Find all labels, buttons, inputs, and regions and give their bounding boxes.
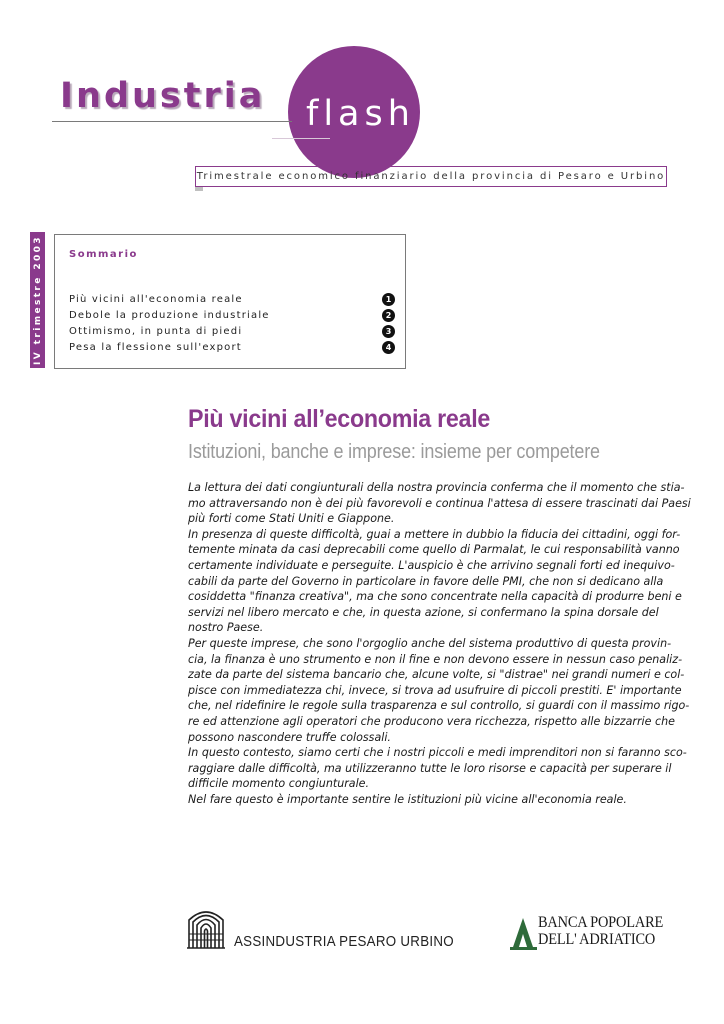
summary-item[interactable] bbox=[69, 339, 395, 355]
summary-box bbox=[54, 234, 406, 369]
article-body bbox=[188, 480, 691, 807]
assindustria-name: ASSINDUSTRIA PESARO URBINO bbox=[234, 934, 454, 950]
article-line: In presenza di queste difficoltà, guai a mettere in dubbio la fiducia dei cittadini, oggi for- bbox=[188, 527, 681, 541]
summary-item[interactable] bbox=[69, 323, 395, 339]
article-line: Per queste imprese, che sono l'orgoglio anche del sistema produttivo di questa provin- bbox=[188, 636, 672, 650]
summary-item-label: Ottimismo, in punta di piedi bbox=[69, 325, 243, 337]
issue-label: IV trimestre 2003 bbox=[32, 235, 43, 365]
article-line: zate da parte del sistema bancario che, alcune volte, si "distrae" nei grandi numeri e col- bbox=[188, 668, 685, 682]
masthead-rule bbox=[52, 121, 292, 122]
article-line: pisce con immediatezza chi, invece, si trova ad usufruire di piccoli prestiti. E' importante bbox=[188, 683, 682, 697]
article-line: più forti come Stati Uniti e Giappone. bbox=[188, 512, 395, 526]
tagline-box bbox=[195, 166, 667, 187]
article-line: La lettura dei dati congiunturali della nostra provincia conferma che il momento che stia- bbox=[188, 481, 685, 494]
tagline-accent bbox=[195, 187, 203, 191]
article-line: re ed attenzione agli operatori che producono vera ricchezza, rispetto alle bizzarrie che bbox=[188, 714, 675, 728]
article-line: difficile momento congiunturale. bbox=[188, 777, 370, 791]
summary-list bbox=[69, 291, 395, 355]
article-line: che, nel ridefinire le regole sulla trasparenza e sul controllo, si guardi con il massimo rigo- bbox=[188, 699, 690, 713]
summary-item-label: Pesa la flessione sull'export bbox=[69, 341, 242, 353]
article-subheadline: Istituzioni, banche e imprese: insieme per competere bbox=[188, 441, 600, 463]
assindustria-logo bbox=[183, 906, 454, 956]
summary-item-label: Debole la produzione industriale bbox=[69, 309, 270, 321]
page-number-badge: 2 bbox=[382, 309, 395, 322]
article-line: In questo contesto, siamo certi che i nostri piccoli e medi imprenditori non si faranno sco- bbox=[188, 746, 687, 760]
summary-item-label: Più vicini all'economia reale bbox=[69, 293, 243, 305]
summary-title: Sommario bbox=[69, 249, 138, 260]
article-line: possono nascondere truffe colossali. bbox=[188, 730, 391, 744]
banca-popolare-mark-icon bbox=[510, 914, 538, 952]
issue-tab bbox=[30, 232, 45, 368]
page-number-badge: 1 bbox=[382, 293, 395, 306]
page-number-badge: 4 bbox=[382, 341, 395, 354]
banca-name-line1: BANCA POPOLARE bbox=[538, 914, 664, 931]
article-headline: Più vicini all’economia reale bbox=[188, 405, 491, 433]
masthead-title: Industria bbox=[60, 76, 266, 116]
article-line: servizi nel libero mercato e che, in questa azione, si confermano la spina dorsale del bbox=[188, 605, 659, 619]
article-line: cia, la finanza è uno strumento e non il fine e non devono essere in nessun caso penaliz- bbox=[188, 652, 683, 666]
masthead-subtitle: flash bbox=[306, 94, 415, 134]
article-line: raggiare dalle difficoltà, ma utilizzeranno tutte le loro risorse e capacità per superare il bbox=[188, 761, 672, 775]
article-line: mo attraversando non è dei più favorevoli e continua l'attesa di essere trascinati dai Paesi bbox=[188, 496, 691, 510]
article-line: Nel fare questo è importante sentire le istituzioni più vicine all'economia reale. bbox=[188, 792, 627, 806]
article-line: nostro Paese. bbox=[188, 621, 264, 635]
summary-item[interactable] bbox=[69, 307, 395, 323]
banca-name-line2: DELL' ADRIATICO bbox=[538, 931, 656, 948]
tagline-text: Trimestrale economico finanziario della provincia di Pesaro e Urbino bbox=[196, 171, 666, 182]
article-line: cosiddetta "finanza creativa", ma che sono concentrate nella capacità di produrre beni e bbox=[188, 590, 682, 604]
masthead-thin-rule bbox=[272, 138, 330, 139]
article-line: cabili da parte del Governo in particolare in favore delle PMI, che non si dedicano alla bbox=[188, 574, 664, 588]
summary-item[interactable] bbox=[69, 291, 395, 307]
article-line: temente minata da casi deprecabili come quello di Parmalat, le cui responsabilità vanno bbox=[188, 543, 680, 557]
article-line: certamente individuate e perseguite. L'auspicio è che arrivino segnali forti ed inequivo- bbox=[188, 558, 675, 572]
banca-logo bbox=[510, 910, 680, 956]
assindustria-emblem-icon bbox=[183, 906, 229, 952]
page-number-badge: 3 bbox=[382, 325, 395, 338]
